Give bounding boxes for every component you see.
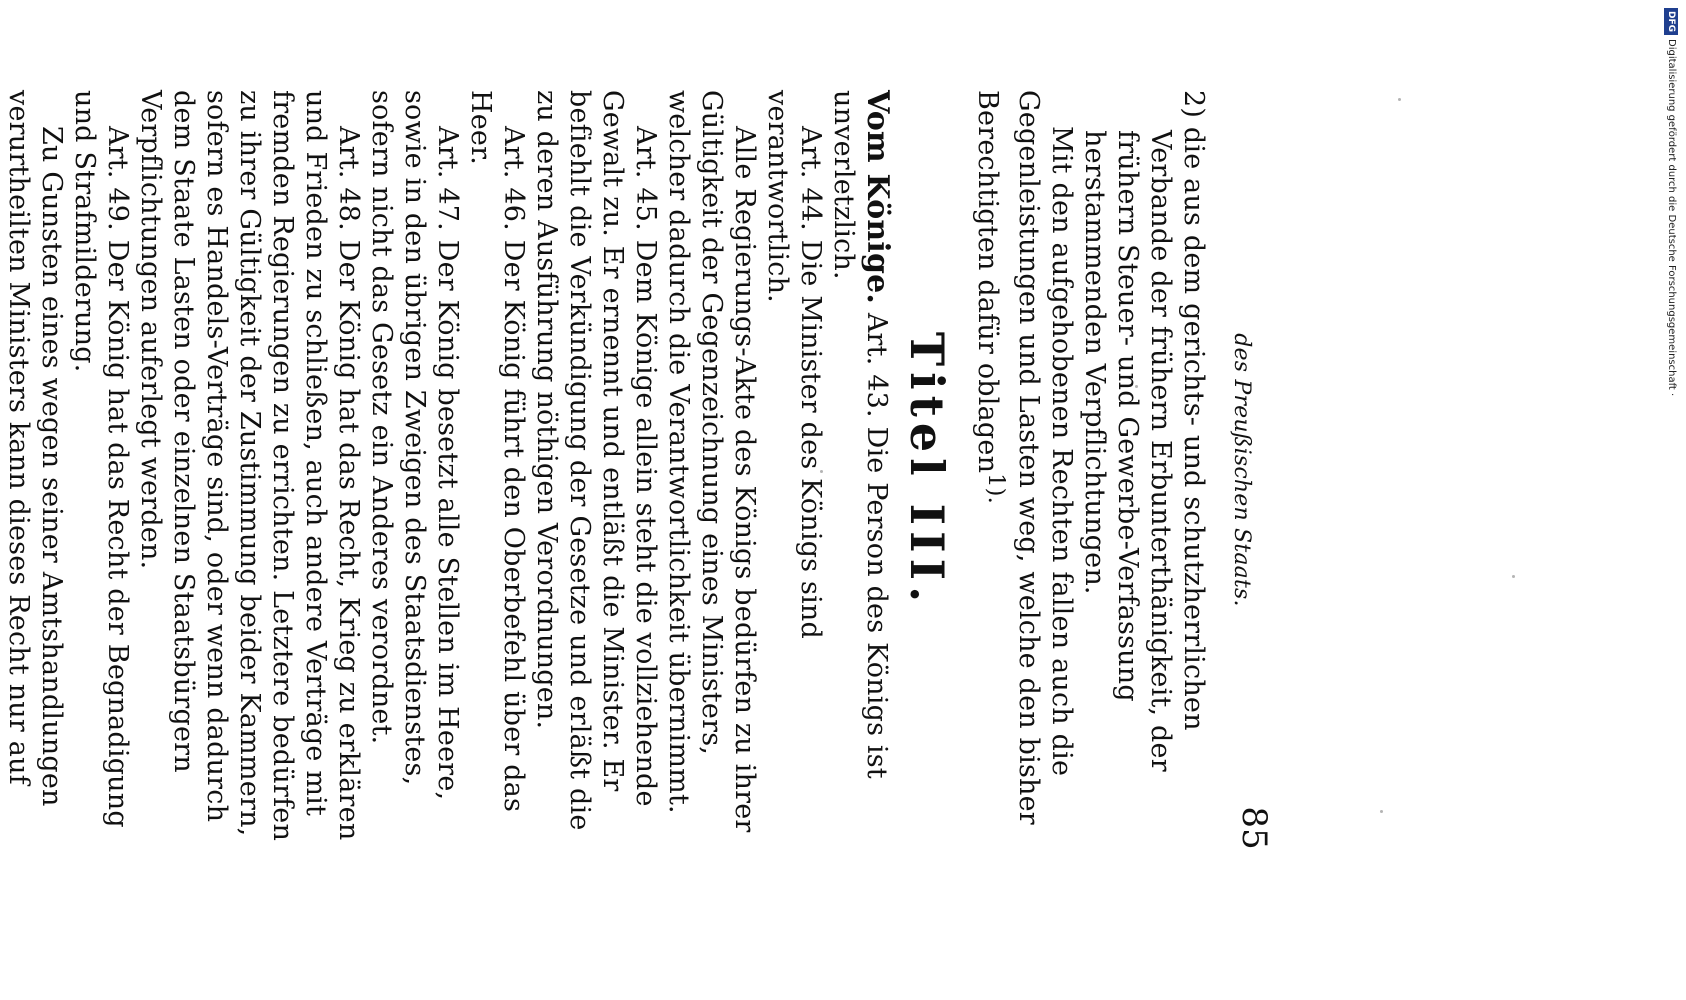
book-page <box>3 90 1274 850</box>
article-49: Art. 49. Der König hat das Recht der Begnadigung und Strafmilderung. <box>69 90 133 828</box>
article-43-text: Art. 43. Die Person des Königs ist unverletzlich. <box>828 90 892 779</box>
dfg-attribution <box>1660 8 1682 397</box>
running-head: des Preußischen Staats. <box>1229 333 1254 607</box>
paragraph-aufgehobene-rechte <box>971 90 1078 850</box>
scan-speck <box>1512 575 1515 578</box>
scan-speck <box>1398 98 1401 101</box>
footnote-reference: 1). <box>983 473 1009 505</box>
article-48: Art. 48. Der König hat das Recht, Krieg zu erklären und Frieden zu schließen, auch andere Verträge mit fremden Regierungen zu errichten. Letztere bedürfen zu ihrer Gültigkeit der Zustimmung beider Kammern, sofern es Handels-Verträge sind, oder wenn dadurch dem Staate Lasten oder einzelnen Staatsbürgern Verpflichtungen auferlegt werden. <box>135 90 364 842</box>
scan-speck <box>1380 810 1383 813</box>
list-item-2: 2) die aus dem gerichts- und schutzherrlichen Verbande der frühern Erbunterthänigkeit, der frühern Steuer- und Gewerbe-Verfassung herstammenden Verpflichtungen. <box>1079 90 1209 772</box>
attribution-text: Digitalisierung gefördert durch die Deutsche Forschungsgemeinschaft · <box>1666 39 1677 397</box>
article-47: Art. 47. Der König besetzt alle Stellen im Heere, sowie in den übrigen Zweigen des Staatsdienstes, sofern nicht das Gesetz ein Anderes verordnet. <box>366 90 463 801</box>
article-49-paragraph: Zu Gunsten eines wegen seiner Amtshandlungen verurtheilten Ministers kann dieses Recht nur auf <box>3 90 67 807</box>
page-header <box>1210 90 1274 850</box>
attribution-strip <box>1660 8 1682 397</box>
article-44-paragraph: Alle Regierungs-Akte des Königs bedürfen zu ihrer Gültigkeit der Gegenzeichnung eines Ministers, welcher dadurch die Verantwortlichkeit übernimmt. <box>663 90 760 833</box>
section-heading: Vom Könige. <box>860 90 895 305</box>
article-45: Art. 45. Dem Könige allein steht die vollziehende Gewalt zu. Er ernennt und entläßt die Minister. Er befiehlt die Verkündigung der Gesetze und erläßt die zu deren Ausführung nöthigen Verordnungen. <box>531 90 661 831</box>
dfg-logo: DFG <box>1664 8 1678 35</box>
paragraph-text: Mit den aufgehobenen Rechten fallen auch die Gegenleistungen und Lasten weg, welche den bisher Berechtigten dafür oblagen <box>972 90 1077 825</box>
article-46: Art. 46. Der König führt den Oberbefehl über das Heer. <box>465 90 529 813</box>
section-title: Titel III. <box>900 331 954 609</box>
article-43 <box>827 90 894 850</box>
page-number: 85 <box>1234 806 1274 850</box>
article-44: Art. 44. Die Minister des Königs sind verantwortlich. <box>762 90 826 639</box>
